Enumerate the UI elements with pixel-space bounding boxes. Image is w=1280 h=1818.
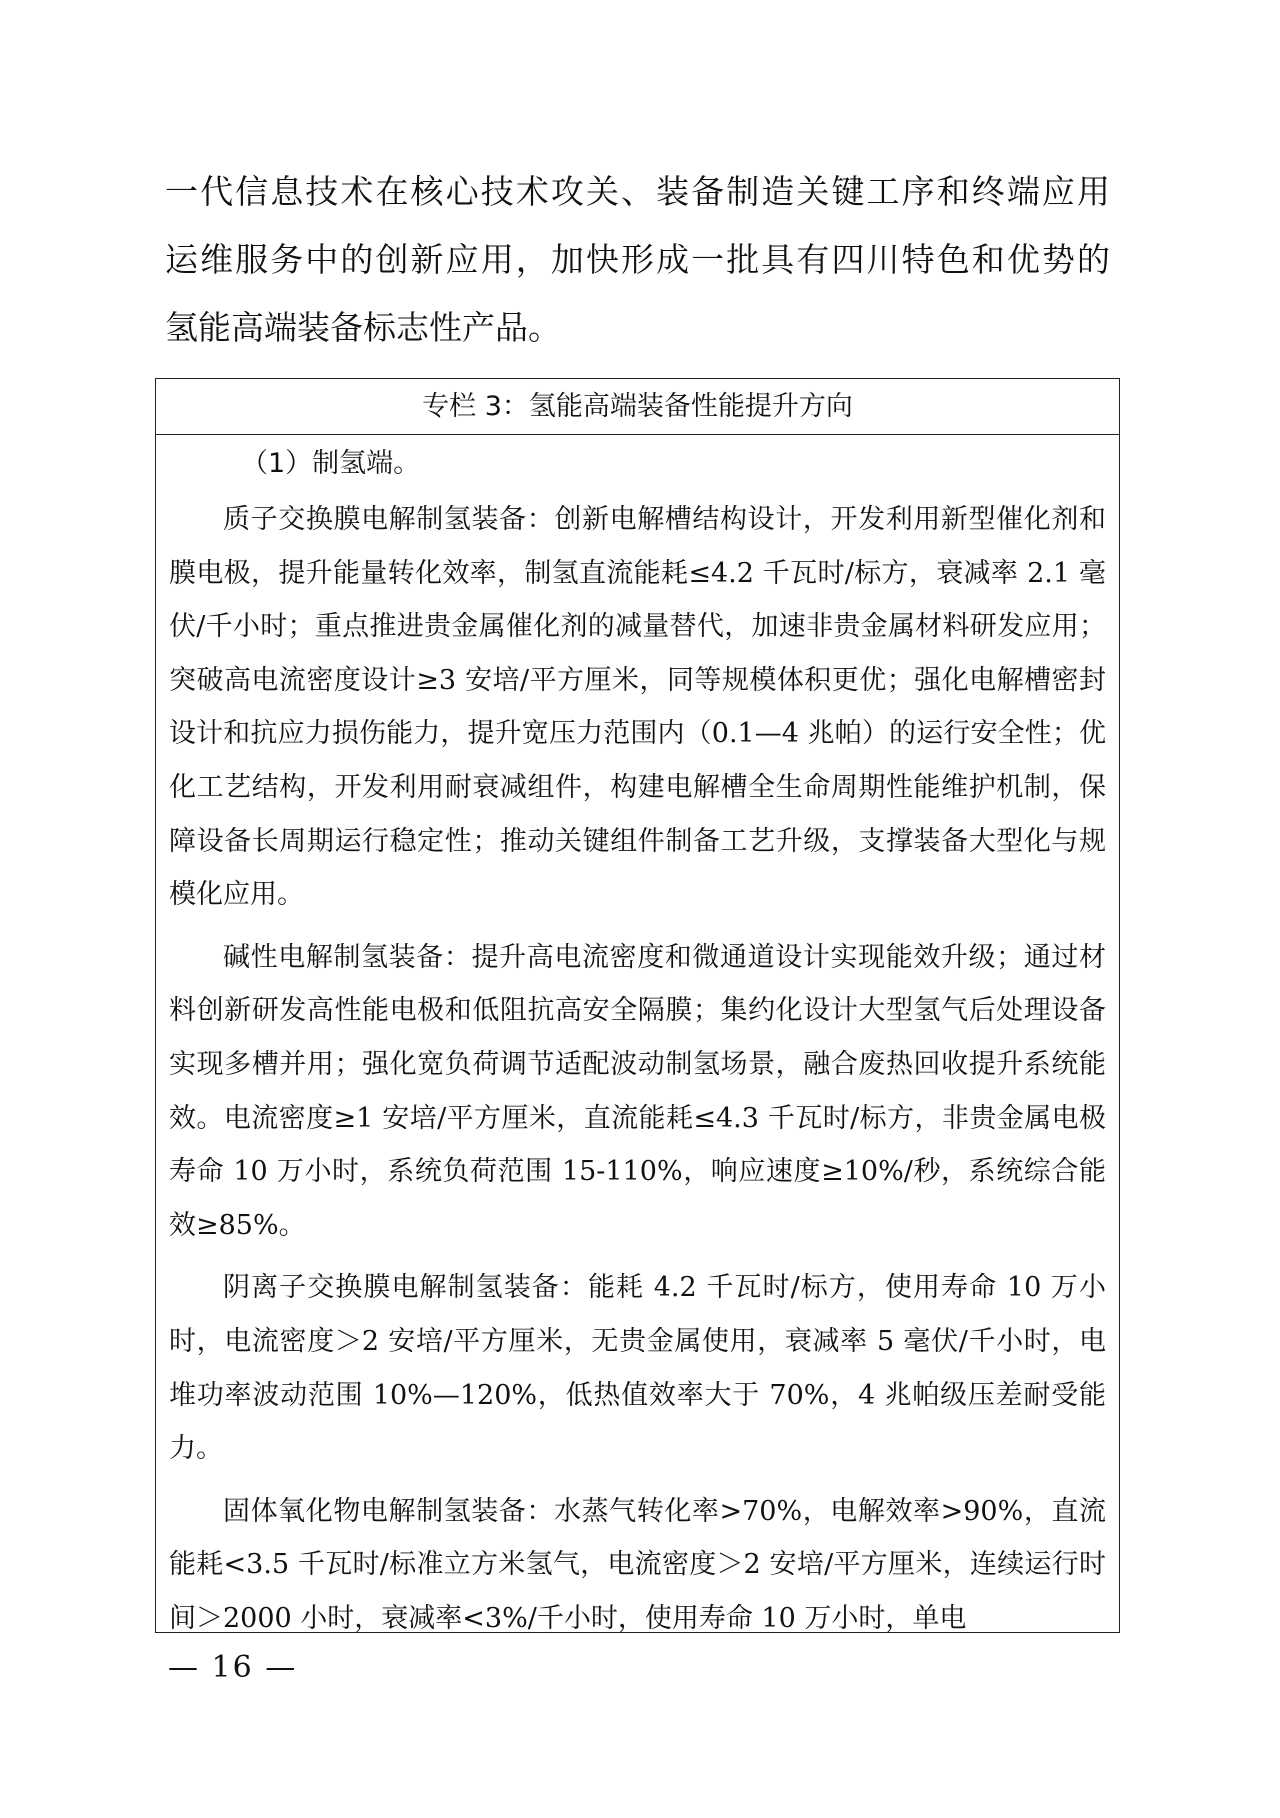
paragraph-pem-electrolysis: 质子交换膜电解制氢装备：创新电解槽结构设计，开发利用新型催化剂和膜电极，提升能量转化效率，制氢直流能耗≤4.2 千瓦时/标方，衰减率 2.1 毫伏/千小时；重点推进贵金属催化剂的减量替代，加速非贵金属材料研发应用；突破高电流密度设计≥3 安培/平方厘米，同等规模体积更优；强化电解槽密封设计和抗应力损伤能力，提升宽压力范围内（0.1—4 兆帕）的运行安全性；优化工艺结构，开发利用耐衰减组件，构建电解槽全生命周期性能维护机制，保障设备长周期运行稳定性；推动关键组件制备工艺升级，支撑装备大型化与规模化应用。 — [169, 504, 1106, 911]
paragraph-soec-electrolysis: 固体氧化物电解制氢装备：水蒸气转化率>70%，电解效率>90%，直流能耗<3.5 千瓦时/标准立方米氢气，电流密度＞2 安培/平方厘米，连续运行时间＞2000 小时，衰减率<3%/千小时，使用寿命 10 万小时，单电 — [169, 1495, 1106, 1633]
feature-box — [155, 378, 1120, 1633]
intro-line: 运维服务中的创新应用，加快形成一批具有四川特色和优势的 — [165, 240, 1110, 279]
section-heading: （1）制氢端。 — [241, 448, 421, 479]
intro-line: 一代信息技术在核心技术攻关、装备制造关键工序和终端应用 — [165, 172, 1110, 211]
paragraph-aem-electrolysis: 阴离子交换膜电解制氢装备：能耗 4.2 千瓦时/标方，使用寿命 10 万小时，电流密度＞2 安培/平方厘米，无贵金属使用，衰减率 5 毫伏/千小时，电堆功率波动范围 10%—120%，低热值效率大于 70%，4 兆帕级压差耐受能力。 — [169, 1272, 1106, 1465]
box-content — [156, 435, 1119, 1633]
intro-line: 氢能高端装备标志性产品。 — [165, 308, 561, 347]
page-number: — 16 — — [168, 1650, 298, 1685]
box-title: 专栏 3：氢能高端装备性能提升方向 — [156, 379, 1119, 435]
paragraph-alkaline-electrolysis: 碱性电解制氢装备：提升高电流密度和微通道设计实现能效升级；通过材料创新研发高性能电极和低阻抗高安全隔膜；集约化设计大型氢气后处理设备实现多槽并用；强化宽负荷调节适配波动制氢场景，融合废热回收提升系统能效。电流密度≥1 安培/平方厘米，直流能耗≤4.3 千瓦时/标方，非贵金属电极寿命 10 万小时，系统负荷范围 15-110%，响应速度≥10%/秒，系统综合能效≥85%。 — [169, 941, 1106, 1241]
